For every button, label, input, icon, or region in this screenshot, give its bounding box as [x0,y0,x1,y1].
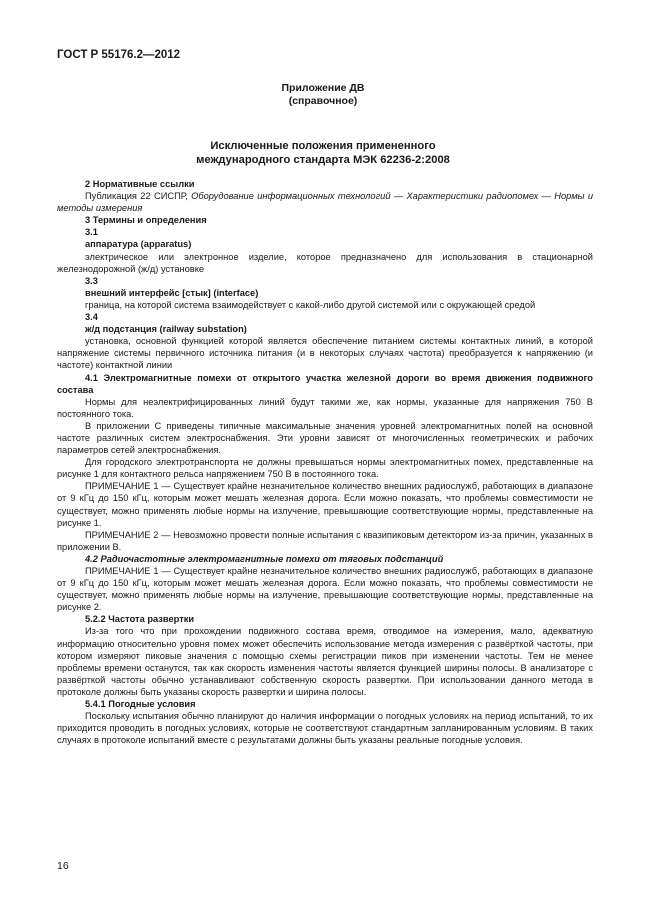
section-heading: 3 Термины и определения [85,215,207,226]
paragraph: В приложении С приведены типичные максимальные значения уровней электромагнитных полей на основной частоте различных систем электроснабжения. Эти уровни зависят от многочисленных геометрических и рабочих параметров сетей электроснабжения. [57,420,593,456]
reference-number: Публикация 22 СИСПР, [85,191,192,202]
reference-title: Оборудование информационных технологий — Характеристики радиопомех — Нормы и методы измерения [57,191,593,214]
doc-title-line2: международного стандарта МЭК 62236-2:2008 [196,154,450,166]
term-definition: граница, на которой система взаимодействует с какой-либо другой системой или с окружающей средой [85,299,536,310]
section-heading: 4.2 Радиочастотные электромагнитные помехи от тяговых подстанций [85,553,444,564]
appendix-subtitle: (справочное) [288,95,358,107]
normative-reference [57,190,593,214]
term-name: ж/д подстанция (railway substation) [85,324,247,335]
term-name: внешний интерфейс [стык] (interface) [85,287,259,298]
page-number: 16 [57,860,69,872]
paragraph: Поскольку испытания обычно планируют до наличия информации о погодных условиях на период испытаний, то их приходится проводить в погодных условиях, которые не соответствуют стандартным запланированным условиям. В таких случаях в протоколе испытаний вместе с результатами должны быть указаны реальные погодные условия. [57,711,593,746]
term-definition: электрическое или электронное изделие, которое предназначено для использования в стационарной железнодорожной (ж/д) установке [57,251,593,274]
paragraph: Нормы для неэлектрифицированных линий будут такими же, как нормы, указанные для напряжения 750 В постоянного тока. [57,396,593,419]
term-number: 3.4 [85,312,98,323]
doc-title-line1: Исключенные положения примененного [210,140,436,152]
paragraph: Из-за того что при прохождении подвижного состава время, отводимое на измерения, мало, адекватную информацию относительно уровня помех может обеспечить использование метода измерения с развёрткой частоты, при котором измеряют пиковые значения с помощью схемы регистрации пиков при изменении частоты. Тем не менее проблемы времени останутся, так как скорость изменения частоты является функцией ширины полосы. В анализаторе с развёрткой частоты обычно устанавливают собственную скорость развертки. При использовании данного метода в протоколе должны быть указаны скорость развертки и ширина полосы. [57,626,593,697]
term-definition: установка, основной функцией которой является обеспечение питанием системы контактных линий, в которой напряжение системы первичного источника питания (и в некоторых случаях частота) преобразуется к напряжению (и частоте) контактной линии [57,336,593,371]
paragraph: Для городского электротранспорта не должны превышаться нормы электромагнитных помех, представленные на рисунке 1 для контактного рельса напряжением 750 В в постоянного тока. [57,457,593,480]
note: ПРИМЕЧАНИЕ 1 — Существует крайне незначительное количество внешних радиослужб, работающих в диапазоне от 9 кГц до 150 кГц, которым может мешать железная дорога. Если можно показать, что проблемы совместимости не существует, можно применять любые нормы на излучение, превышающие соответствующие нормы, представленные на рисунке 2. [57,566,593,613]
note: ПРИМЕЧАНИЕ 1 — Существует крайне незначительное количество внешних радиослужб, работающих в диапазоне от 9 кГц до 150 кГц, которым может мешать железная дорога. Если можно показать, что проблемы совместимости не существует, можно применять любые нормы на излучение, превышающие соответствующие нормы, представленные на рисунке 1. [57,481,593,528]
section-heading: 5.4.1 Погодные условия [85,699,196,710]
term-number: 3.3 [85,275,98,286]
note: ПРИМЕЧАНИЕ 2 — Невозможно провести полные испытания с квазипиковым детектором из-за причин, указанных в приложении В. [57,529,593,552]
section-heading: 5.2.2 Частота развертки [85,614,195,625]
section-heading: 2 Нормативные ссылки [85,179,195,189]
appendix-title: Приложение ДВ [281,82,365,94]
term-number: 3.1 [85,227,98,238]
document-body [57,178,593,746]
term-name: аппаратура (apparatus) [85,239,192,250]
section-heading: 4.1 Электромагнитные помехи от открытого участка железной дороги во время движения подвижного состава [57,372,593,395]
standard-code: ГОСТ Р 55176.2—2012 [57,49,181,61]
